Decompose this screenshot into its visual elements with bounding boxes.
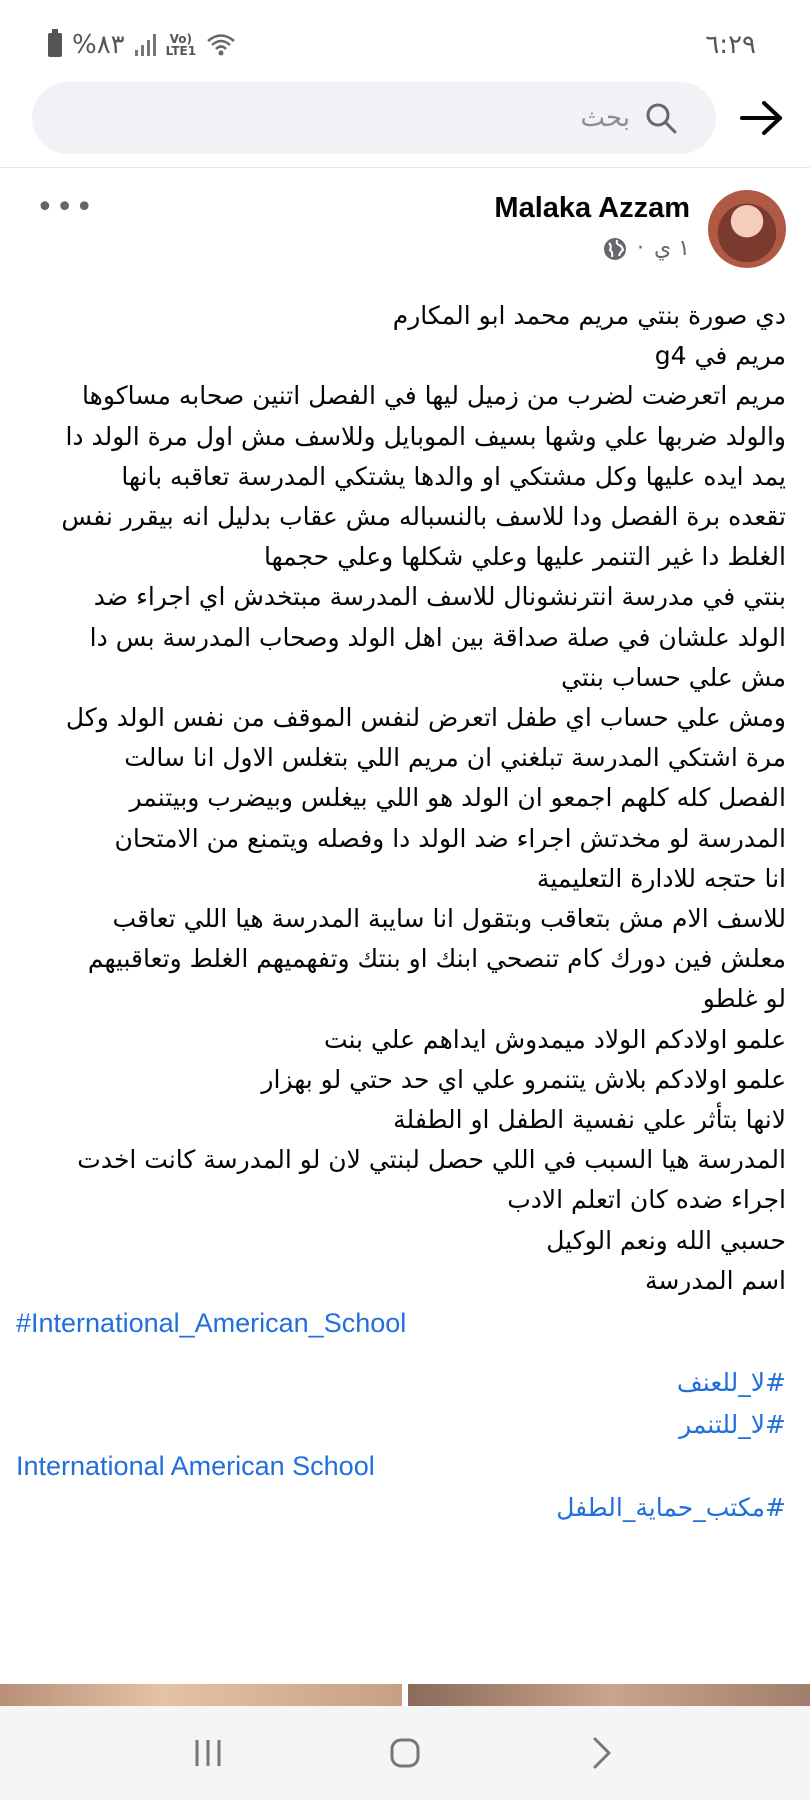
post-image[interactable] bbox=[408, 1684, 810, 1706]
post-time[interactable]: ١ ي bbox=[653, 236, 690, 261]
search-icon bbox=[644, 101, 678, 135]
post-line: حسبي الله ونعم الوكيل bbox=[546, 1225, 786, 1255]
post-line: الولد علشان في صلة صداقة بين اهل الولد وصحاب المدرسة بس دا bbox=[89, 622, 786, 652]
post-line: مريم في g4 bbox=[654, 341, 786, 371]
network-type bbox=[166, 33, 196, 57]
post-line: علمو اولادكم بلاش يتنمرو علي اي حد حتي لو بهزار bbox=[261, 1064, 786, 1094]
back-nav-button[interactable] bbox=[572, 1723, 632, 1783]
network-volte-label: Vo) bbox=[169, 32, 193, 46]
battery-percent: %٨٣ bbox=[72, 30, 125, 60]
home-button[interactable] bbox=[375, 1723, 435, 1783]
school-page-link[interactable]: International American School bbox=[16, 1450, 375, 1481]
author-name[interactable]: Malaka Azzam bbox=[494, 192, 690, 224]
post-line: اجراء ضده كان اتعلم الادب bbox=[507, 1185, 786, 1215]
post-line: معلش فين دورك كام تنصحي ابنك او بنتك وتفهميهم الغلط وتعاقبيهم bbox=[87, 944, 786, 974]
home-icon bbox=[389, 1737, 421, 1769]
hashtag-bullying-link[interactable]: #لا_للتنمر bbox=[679, 1410, 786, 1440]
post-line: اسم المدرسة bbox=[644, 1265, 786, 1295]
battery-icon bbox=[48, 33, 62, 57]
hashtag-violence-link[interactable]: #لا_للعنف bbox=[676, 1368, 786, 1398]
post-line: المدرسة هيا السبب في اللي حصل لبنتي لان لو المدرسة كانت اخدت bbox=[77, 1145, 786, 1175]
post-image[interactable] bbox=[0, 1684, 402, 1706]
post-header bbox=[0, 188, 810, 278]
post-meta bbox=[603, 236, 690, 261]
post-line: انا حتجه للادارة التعليمية bbox=[536, 863, 786, 893]
back-chevron-icon bbox=[590, 1736, 614, 1770]
recent-apps-button[interactable] bbox=[178, 1723, 238, 1783]
post-line: والولد ضربها علي وشها بسيف الموبايل وللاسف مش اول مرة الولد دا bbox=[65, 421, 786, 451]
post-body bbox=[16, 296, 786, 1528]
hashtag-school-link[interactable]: #International_American_School bbox=[16, 1308, 407, 1339]
post-line: تقعده برة الفصل ودا للاسف بالنسباله مش عقاب بدليل انه بيقرر نفس bbox=[61, 502, 786, 532]
network-lte-label: LTE1 bbox=[165, 44, 197, 58]
post-line: علمو اولادكم الولاد ميمدوش ايداهم علي بنت bbox=[323, 1024, 786, 1054]
post-line: مرة اشتكي المدرسة تبلغني ان مريم اللي بتغلس الاول انا سالت bbox=[124, 743, 786, 773]
post-line: بنتي في مدرسة انترنشونال للاسف المدرسة مبتخدش اي اجراء ضد bbox=[93, 582, 786, 612]
back-button[interactable] bbox=[738, 94, 786, 142]
search-input[interactable] bbox=[330, 103, 630, 133]
separator-dot: · bbox=[636, 236, 644, 261]
more-options-button[interactable]: ••• bbox=[36, 190, 96, 225]
post-line: المدرسة لو مخدتش اجراء ضد الولد دا وفصله ويتمنع من الامتحان bbox=[114, 823, 786, 853]
post-line: لانها بتأثر علي نفسية الطفل او الطفلة bbox=[393, 1105, 786, 1135]
system-nav-bar bbox=[0, 1706, 810, 1800]
signal-icon bbox=[135, 34, 156, 56]
post-line: دي صورة بنتي مريم محمد ابو المكارم bbox=[392, 301, 786, 330]
status-bar bbox=[0, 0, 810, 78]
wifi-icon bbox=[206, 33, 236, 57]
hashtag-child-protection-link[interactable]: #مكتب_حماية_الطفل bbox=[556, 1492, 786, 1522]
post-line: للاسف الام مش بتعاقب وبتقول انا سايبة المدرسة هيا اللي تعاقب bbox=[112, 904, 786, 934]
status-time: ٦:٢٩ bbox=[705, 30, 756, 60]
arrow-right-icon bbox=[740, 100, 784, 136]
post-line: ومش علي حساب اي طفل اتعرض لنفس الموقف من نفس الولد وكل bbox=[65, 703, 786, 733]
search-bar[interactable] bbox=[32, 82, 716, 154]
globe-icon bbox=[603, 237, 627, 261]
recent-apps-icon bbox=[192, 1738, 224, 1768]
status-indicators bbox=[48, 30, 236, 60]
post-line: الفصل كله كلهم اجمعو ان الولد هو اللي بيغلس وبيضرب وبيتنمر bbox=[129, 783, 786, 813]
post-line: لو غلطو bbox=[702, 984, 786, 1014]
post-line: يمد ايده عليها وكل مشتكي او والدها يشتكي المدرسة تعاقبه بانها bbox=[121, 461, 786, 491]
post-line: مريم اتعرضت لضرب من زميل ليها في الفصل اتنين صحابه مساكوها bbox=[82, 381, 786, 411]
search-header bbox=[0, 80, 810, 168]
post-images[interactable] bbox=[0, 1684, 810, 1706]
post-line: مش علي حساب بنتي bbox=[561, 662, 786, 692]
avatar[interactable] bbox=[708, 190, 786, 268]
post-line: الغلط دا غير التنمر عليها وعلي شكلها وعلي حجمها bbox=[263, 542, 786, 572]
